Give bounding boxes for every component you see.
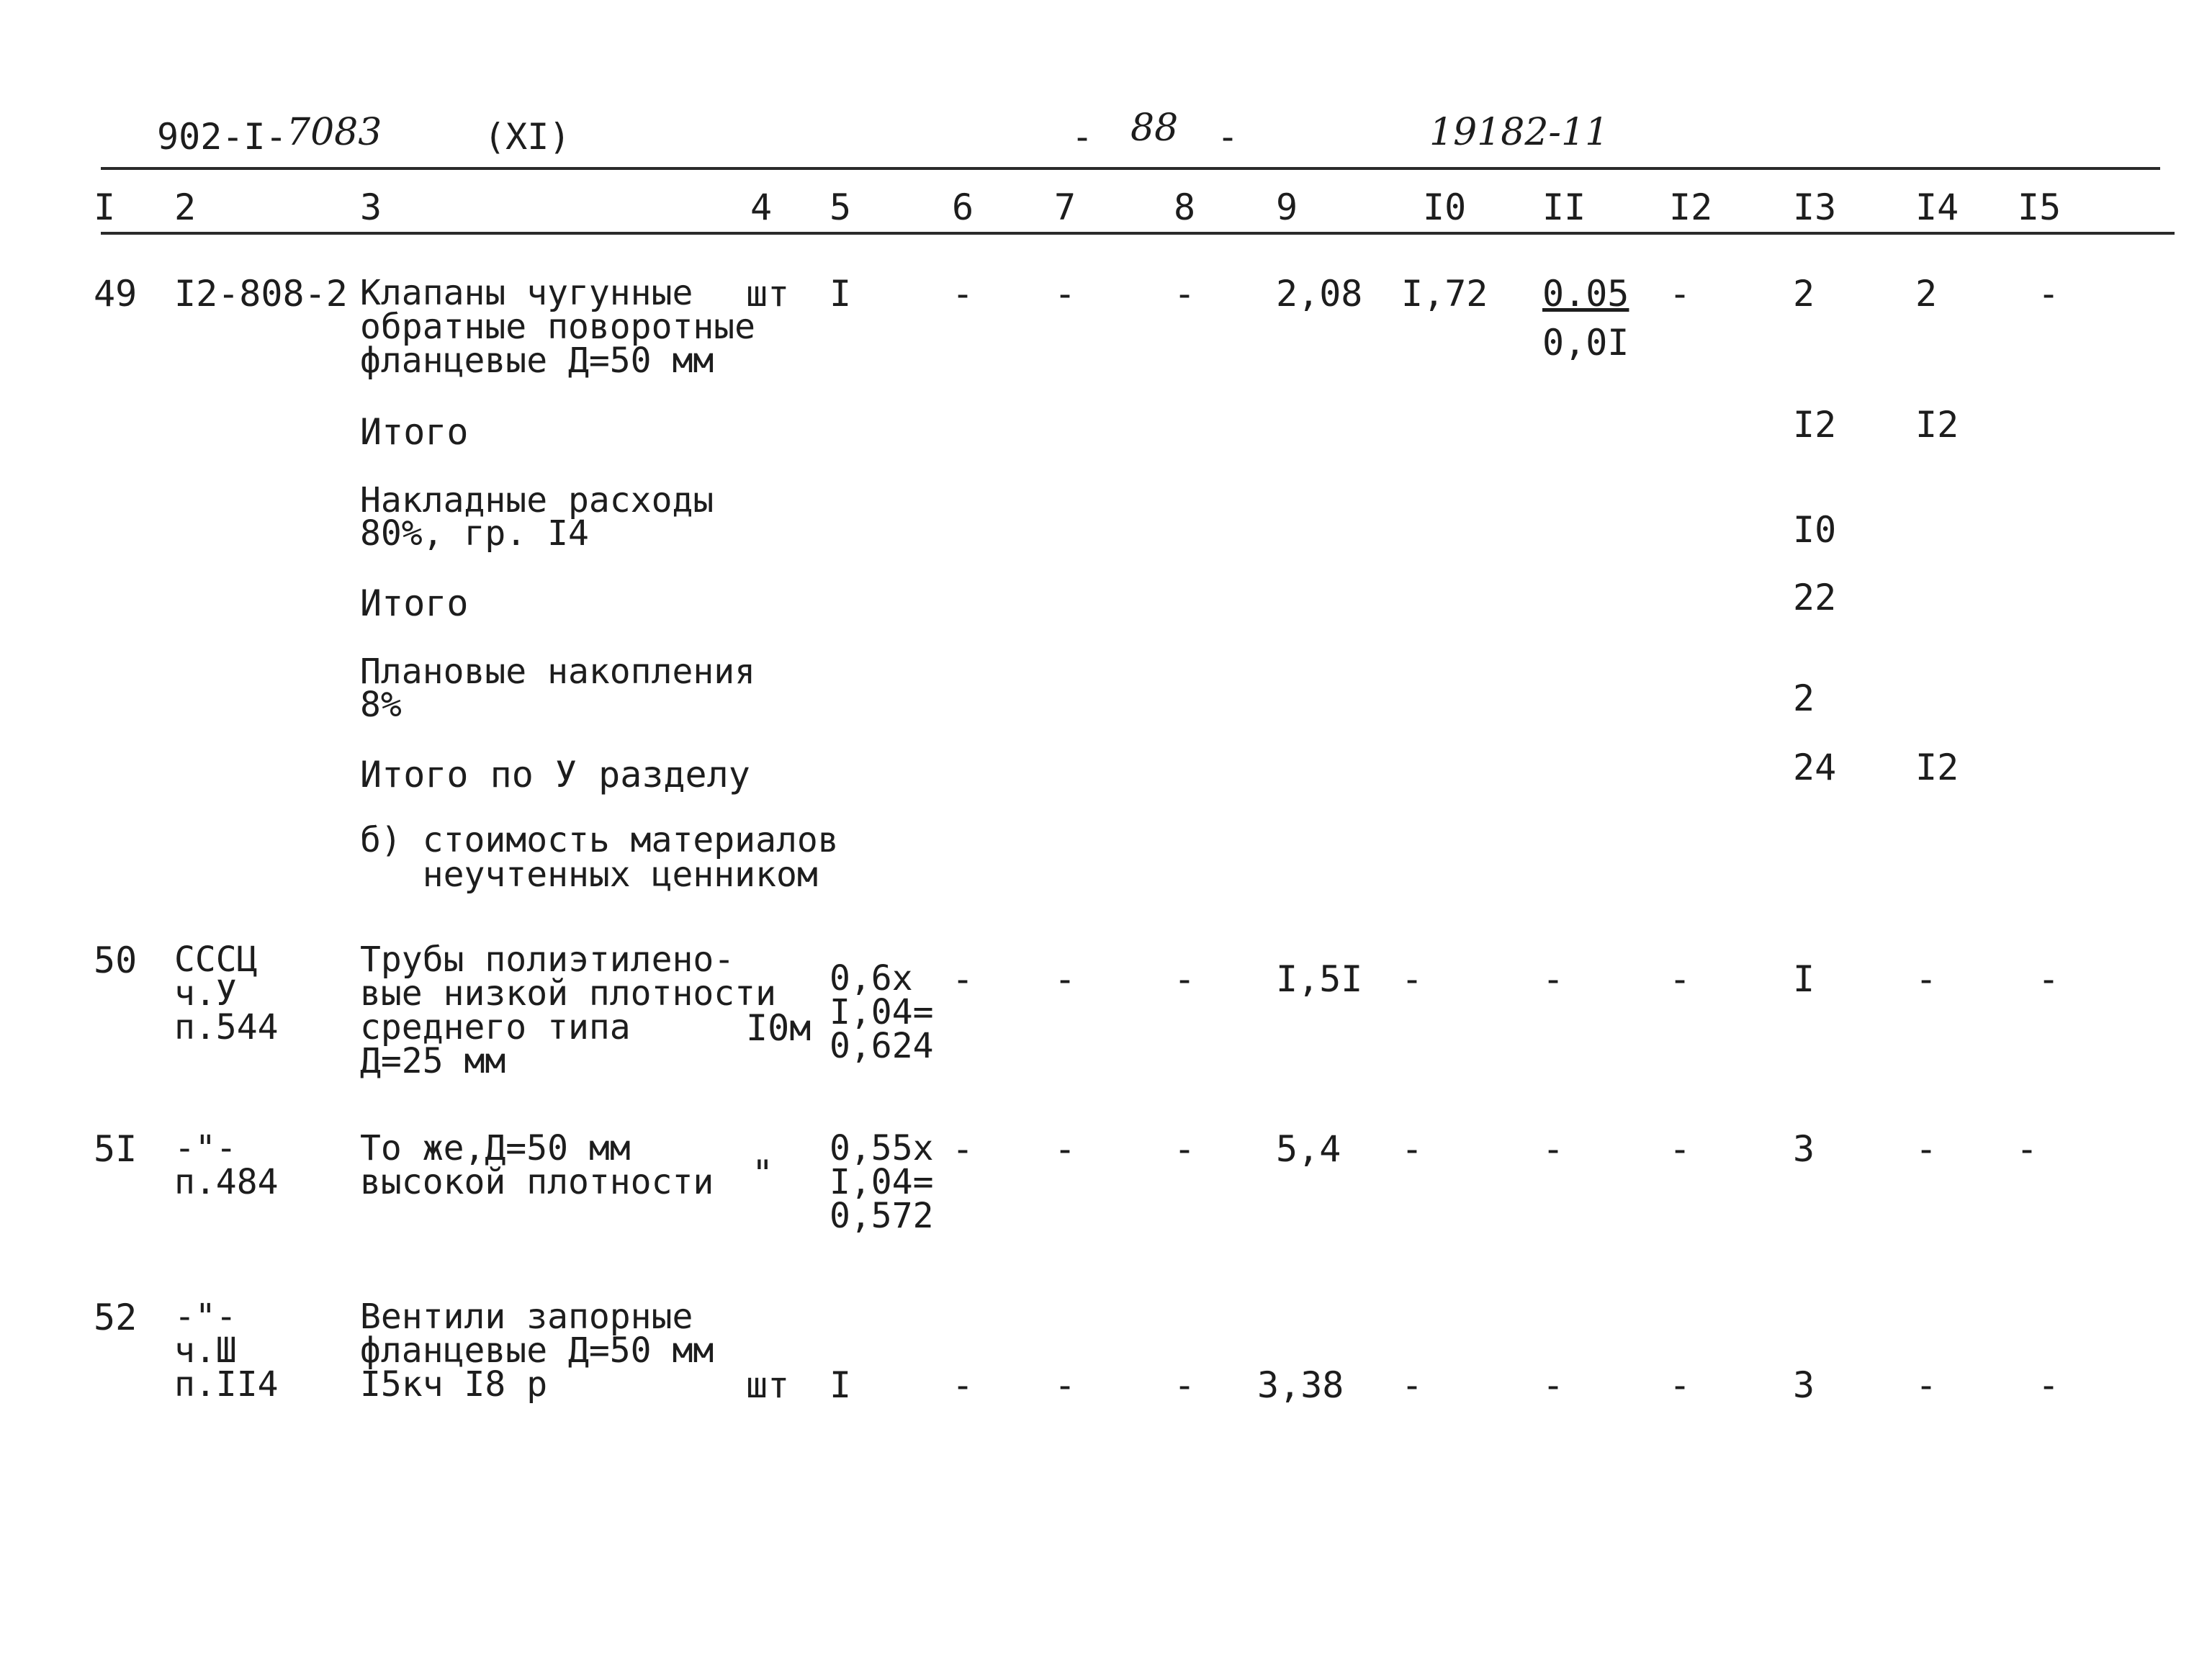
itogo-2-col13: 22 xyxy=(1793,577,1837,618)
row-col8: - xyxy=(1174,1364,1196,1406)
row-unit: I0м xyxy=(746,1007,811,1049)
row-unit: " xyxy=(752,1153,774,1194)
overhead-label-line: Накладные расходы xyxy=(360,480,714,521)
row-col6: - xyxy=(952,1128,974,1170)
row-code-line: ч.Ш xyxy=(174,1330,237,1371)
archive-number: 19182-11 xyxy=(1429,111,1609,154)
row-description-line: фланцевые Д=50 мм xyxy=(360,341,714,381)
row-col7: - xyxy=(1054,958,1076,1000)
row-quantity-line: 0,55х xyxy=(830,1128,934,1168)
column-header-15: I5 xyxy=(2018,186,2062,228)
row-description-line: фланцевые Д=50 мм xyxy=(360,1330,714,1371)
row-col10: - xyxy=(1401,1364,1424,1406)
row-col15: - xyxy=(2038,958,2060,1000)
row-code-line: СССЦ xyxy=(174,940,258,980)
row-col14: - xyxy=(1915,1364,1938,1406)
row-col14: 2 xyxy=(1915,273,1938,315)
section-total-col13: 24 xyxy=(1793,747,1837,788)
row-col10: I,72 xyxy=(1401,273,1488,315)
row-code-line: п.II4 xyxy=(174,1364,279,1405)
section-total-col14: I2 xyxy=(1915,747,1959,788)
row-quantity-line: I,04= xyxy=(830,992,934,1032)
column-header-10: I0 xyxy=(1423,186,1467,228)
row-col12: - xyxy=(1669,1128,1691,1170)
row-unit: шт xyxy=(746,1364,790,1406)
row-col9: 2,08 xyxy=(1276,273,1363,315)
row-quantity-line: 0,624 xyxy=(830,1026,934,1066)
header-rule-top xyxy=(101,167,2160,170)
column-header-14: I4 xyxy=(1915,186,1959,228)
row-col6: - xyxy=(952,958,974,1000)
column-header-1: I xyxy=(94,186,116,228)
row-col6: - xyxy=(952,1364,974,1406)
row-col15: - xyxy=(2038,273,2060,315)
row-col11: - xyxy=(1542,1364,1565,1406)
row-col13: I xyxy=(1793,958,1815,1000)
itogo-2-label: Итого xyxy=(360,582,469,624)
column-header-2: 2 xyxy=(174,186,197,228)
row-col15: - xyxy=(2038,1364,2060,1406)
row-number: 52 xyxy=(94,1297,138,1338)
row-col14: - xyxy=(1915,1128,1938,1170)
row-description-line: среднего типа xyxy=(360,1007,631,1047)
row-code-line: ч.У xyxy=(174,973,237,1014)
row-col11: - xyxy=(1542,958,1565,1000)
row-number: 5I xyxy=(94,1128,138,1170)
row-code-line: -"- xyxy=(174,1128,237,1168)
planned-label-line: Плановые накопления xyxy=(360,652,756,692)
row-quantity: I xyxy=(830,273,852,315)
overhead-label-line: 80%, гр. I4 xyxy=(360,513,589,554)
page-dash-right: - xyxy=(1217,116,1239,158)
row-number: 49 xyxy=(94,273,138,315)
page-dash-left: - xyxy=(1071,116,1094,158)
row-description-line: высокой плотности xyxy=(360,1162,714,1202)
subsection-label-line: б) стоимость материалов xyxy=(360,820,839,860)
section-number: (XI) xyxy=(484,116,571,158)
row-col12: - xyxy=(1669,1364,1691,1406)
row-col9: I,5I xyxy=(1276,958,1363,1000)
page-number: 88 xyxy=(1130,107,1179,150)
row-code: I2-808-2 xyxy=(174,273,348,315)
column-header-9: 9 xyxy=(1276,186,1298,228)
row-quantity-line: 0,6х xyxy=(830,958,913,999)
planned-label-line: 8% xyxy=(360,685,402,725)
row-description-line: Трубы полиэтилено- xyxy=(360,940,735,980)
row-col7: - xyxy=(1054,1128,1076,1170)
row-col8: - xyxy=(1174,958,1196,1000)
row-col11-bottom: 0,0I xyxy=(1542,322,1629,364)
column-header-8: 8 xyxy=(1174,186,1196,228)
row-col8: - xyxy=(1174,1128,1196,1170)
row-description-line: I5кч I8 р xyxy=(360,1364,548,1405)
row-col13: 3 xyxy=(1793,1364,1815,1406)
row-col12: - xyxy=(1669,958,1691,1000)
column-header-13: I3 xyxy=(1793,186,1837,228)
row-description-line: Вентили запорные xyxy=(360,1297,693,1337)
row-code-line: -"- xyxy=(174,1297,237,1337)
itogo-label: Итого xyxy=(360,411,469,453)
row-number: 50 xyxy=(94,940,138,981)
column-header-3: 3 xyxy=(360,186,382,228)
row-quantity-line: I,04= xyxy=(830,1162,934,1202)
subsection-label-line: неучтенных ценником xyxy=(360,855,818,895)
header-rule-bottom xyxy=(101,232,2175,235)
row-col13: 3 xyxy=(1793,1128,1815,1170)
row-col6: - xyxy=(952,273,974,315)
doc-code-handwritten: 7083 xyxy=(287,111,382,154)
itogo-col14: I2 xyxy=(1915,404,1959,446)
column-header-6: 6 xyxy=(952,186,974,228)
row-description-line: обратные поворотные xyxy=(360,307,756,347)
row-col10: - xyxy=(1401,1128,1424,1170)
row-code-line: п.544 xyxy=(174,1007,279,1047)
row-description-line: То же,Д=50 мм xyxy=(360,1128,631,1168)
column-header-12: I2 xyxy=(1669,186,1713,228)
row-code-line: п.484 xyxy=(174,1162,279,1202)
row-col8: - xyxy=(1174,273,1196,315)
doc-code-print: 902-I- xyxy=(157,116,287,158)
column-header-7: 7 xyxy=(1054,186,1076,228)
row-col12: - xyxy=(1669,273,1691,315)
row-col7: - xyxy=(1054,1364,1076,1406)
row-quantity: I xyxy=(830,1364,852,1406)
overhead-col13: I0 xyxy=(1793,509,1837,551)
row-col11-top: 0.05 xyxy=(1542,273,1629,315)
row-unit: шт xyxy=(746,273,790,315)
column-header-5: 5 xyxy=(830,186,852,228)
itogo-col13: I2 xyxy=(1793,404,1837,446)
planned-col13: 2 xyxy=(1793,677,1815,719)
row-col9: 3,38 xyxy=(1257,1364,1344,1406)
row-col13: 2 xyxy=(1793,273,1815,315)
row-description-line: Д=25 мм xyxy=(360,1041,506,1081)
column-header-11: II xyxy=(1542,186,1586,228)
row-col9: 5,4 xyxy=(1276,1128,1341,1170)
row-description-line: вые низкой плотности xyxy=(360,973,776,1014)
row-quantity-line: 0,572 xyxy=(830,1196,934,1236)
row-col7: - xyxy=(1054,273,1076,315)
row-col10: - xyxy=(1401,958,1424,1000)
row-col11: - xyxy=(1542,1128,1565,1170)
row-col15: - xyxy=(2016,1128,2038,1170)
row-description-line: Клапаны чугунные xyxy=(360,273,693,313)
row-col14: - xyxy=(1915,958,1938,1000)
column-header-4: 4 xyxy=(750,186,773,228)
section-total-label: Итого по У разделу xyxy=(360,754,750,796)
